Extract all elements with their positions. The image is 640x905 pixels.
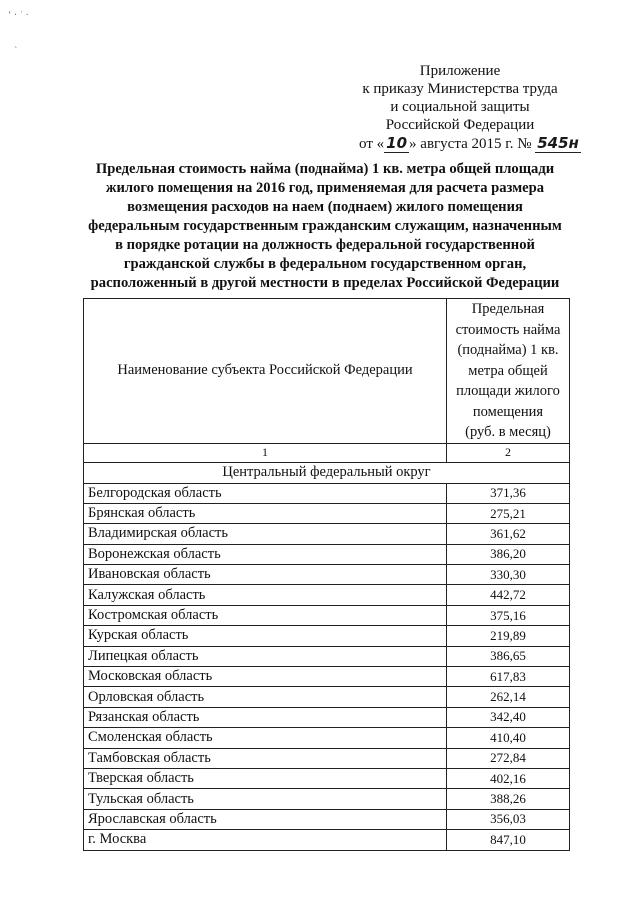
region-price: 275,21 xyxy=(447,503,570,523)
region-name: Костромская область xyxy=(84,605,447,625)
table-header-row xyxy=(84,299,570,444)
title-line: возмещения расходов на наем (поднаем) жилого помещения xyxy=(127,199,523,215)
appendix-line: Российской Федерации xyxy=(385,117,535,133)
table-body xyxy=(84,483,570,850)
region-name: Курская область xyxy=(84,626,447,646)
appendix-header xyxy=(340,62,580,153)
table-row xyxy=(84,789,570,809)
region-price: 410,40 xyxy=(447,728,570,748)
region-name: Брянская область xyxy=(84,503,447,523)
region-price: 371,36 xyxy=(447,483,570,503)
region-name: Ярославская область xyxy=(84,809,447,829)
table-row xyxy=(84,646,570,666)
header-price-line: помещения xyxy=(472,403,544,420)
header-price-line: Предельная xyxy=(471,301,545,317)
region-price: 356,03 xyxy=(447,809,570,829)
region-price: 847,10 xyxy=(447,830,570,850)
region-price: 262,14 xyxy=(447,687,570,707)
table-row xyxy=(84,626,570,646)
title-line: Предельная стоимость найма (поднайма) 1 кв. метра общей площади xyxy=(95,161,555,177)
region-name: Орловская область xyxy=(84,687,447,707)
region-price: 402,16 xyxy=(447,768,570,788)
region-name: Рязанская область xyxy=(84,707,447,727)
table-row xyxy=(84,483,570,503)
appendix-line: и социальной защиты xyxy=(390,99,530,115)
scan-artifact: ‘ · ˈ · xyxy=(8,10,29,21)
region-price: 375,16 xyxy=(447,605,570,625)
region-price: 361,62 xyxy=(447,524,570,544)
table-row xyxy=(84,768,570,788)
order-prefix: от « xyxy=(359,136,385,152)
region-name: Московская область xyxy=(84,667,447,687)
order-day-handwritten: 10 xyxy=(386,134,408,152)
column-number: 1 xyxy=(84,443,447,462)
table-row xyxy=(84,809,570,829)
region-price: 386,20 xyxy=(447,544,570,564)
region-name: Белгородская область xyxy=(84,483,447,503)
table-row xyxy=(84,748,570,768)
title-line: расположенный в другой местности в пределах Российской Федерации xyxy=(90,275,560,291)
appendix-line: Приложение xyxy=(419,63,501,79)
region-name: Смоленская область xyxy=(84,728,447,748)
region-name: Тульская область xyxy=(84,789,447,809)
region-name: г. Москва xyxy=(84,830,447,850)
region-name: Тверская область xyxy=(84,768,447,788)
header-price-line: (поднайма) 1 кв. xyxy=(457,342,559,358)
table-row xyxy=(84,524,570,544)
region-price: 219,89 xyxy=(447,626,570,646)
table-row xyxy=(84,585,570,605)
region-name: Липецкая область xyxy=(84,646,447,666)
table-row xyxy=(84,707,570,727)
header-price-line: метра общей xyxy=(468,362,548,379)
region-name: Ивановская область xyxy=(84,565,447,585)
region-price: 388,26 xyxy=(447,789,570,809)
region-price: 330,30 xyxy=(447,565,570,585)
region-name: Владимирская область xyxy=(84,524,447,544)
header-price-line: стоимость найма xyxy=(455,321,561,338)
order-number-handwritten: 545н xyxy=(537,134,579,152)
region-price: 342,40 xyxy=(447,707,570,727)
title-line: в порядке ротации на должность федеральной государственной xyxy=(115,237,535,253)
table-row xyxy=(84,503,570,523)
region-name: Тамбовская область xyxy=(84,748,447,768)
title-line: жилого помещения на 2016 год, применяемая для расчета размера xyxy=(105,180,545,196)
region-name: Воронежская область xyxy=(84,544,447,564)
region-name: Калужская область xyxy=(84,585,447,605)
order-middle: » августа 2015 г. № xyxy=(409,136,532,152)
table-row xyxy=(84,565,570,585)
column-number: 2 xyxy=(447,443,570,462)
region-price: 617,83 xyxy=(447,667,570,687)
scan-artifact: ˋ xyxy=(14,46,18,57)
header-subject-name: Наименование субъекта Российской Федерации xyxy=(84,299,447,444)
table-row xyxy=(84,830,570,850)
column-number-row xyxy=(84,443,570,462)
appendix-line: к приказу Министерства труда xyxy=(362,81,558,97)
table-row xyxy=(84,728,570,748)
table-row xyxy=(84,687,570,707)
table-row xyxy=(84,667,570,687)
header-price xyxy=(447,299,570,444)
order-line xyxy=(350,134,590,153)
table-row xyxy=(84,605,570,625)
header-price-line: площади жилого xyxy=(456,383,560,399)
rates-table xyxy=(83,298,570,851)
table-row xyxy=(84,544,570,564)
district-row xyxy=(84,462,570,483)
title-line: федеральным государственным гражданским служащим, назначенным xyxy=(88,218,562,234)
region-price: 442,72 xyxy=(447,585,570,605)
district-name: Центральный федеральный округ xyxy=(84,462,570,483)
document-title xyxy=(70,160,580,293)
title-line: гражданской службы в федеральном государственном орган, xyxy=(123,256,527,272)
header-price-line: (руб. в месяц) xyxy=(465,424,551,440)
region-price: 272,84 xyxy=(447,748,570,768)
region-price: 386,65 xyxy=(447,646,570,666)
